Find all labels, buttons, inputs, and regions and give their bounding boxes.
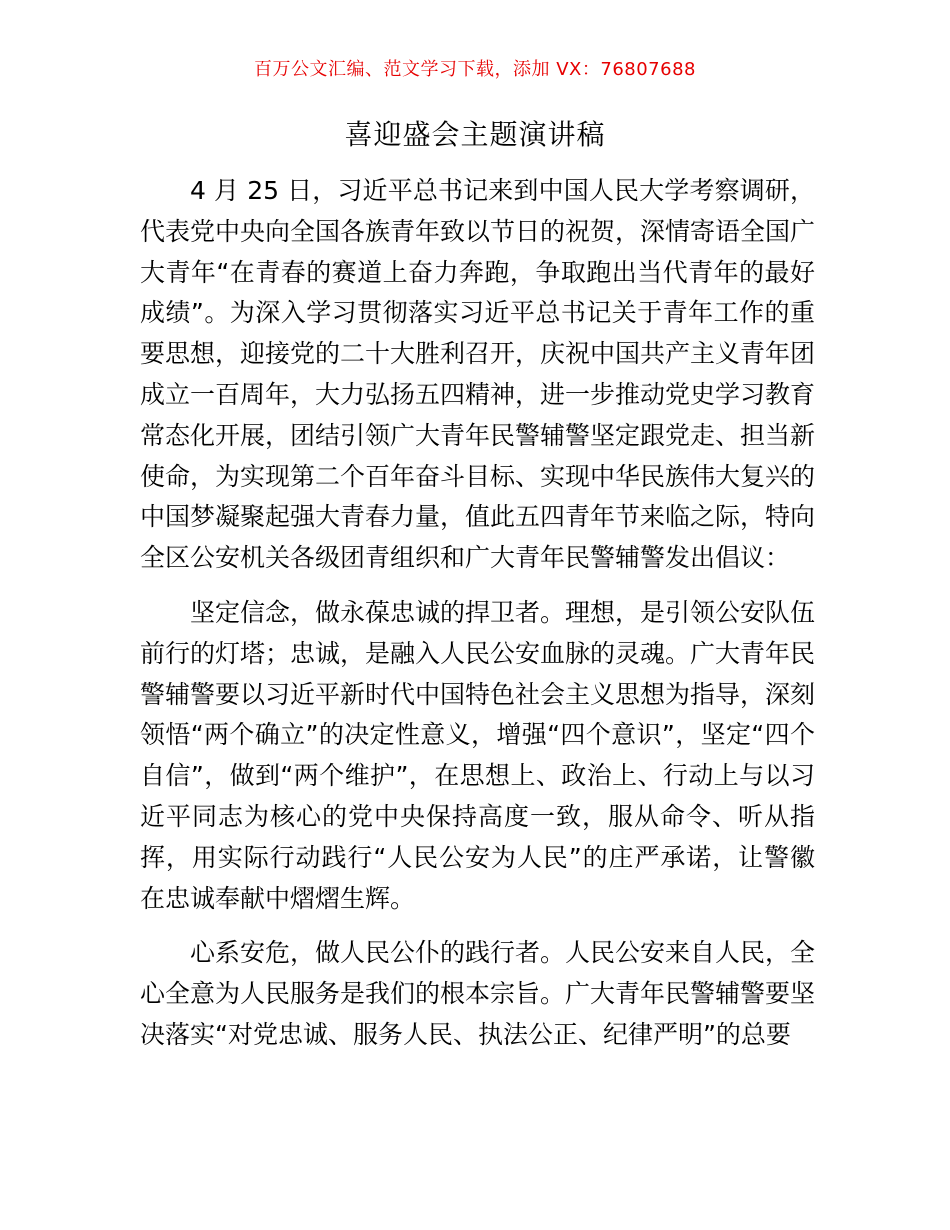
document-body [140,171,815,1056]
paragraph-intro: 4 月 25 日，习近平总书记来到中国人民大学考察调研，代表党中央向全国各族青年致以节日的祝贺，深情寄语全国广大青年“在青春的赛道上奋力奔跑，争取跑出当代青年的最好成绩”。为深入学习贯彻落实习近平总书记关于青年工作的重要思想，迎接党的二十大胜利召开，庆祝中国共产主义青年团成立一百周年，大力弘扬五四精神，进一步推动党史学习教育常态化开展，团结引领广大青年民警辅警坚定跟党走、担当新使命，为实现第二个百年奋斗目标、实现中华民族伟大复兴的中国梦凝聚起强大青春力量，值此五四青年节来临之际，特向全区公安机关各级团青组织和广大青年民警辅警发出倡议： [140,176,816,573]
header-note: 百万公文汇编、范文学习下载，添加 VX：76807688 [254,59,696,80]
page-title: 喜迎盛会主题演讲稿 [344,118,606,151]
paragraph-loyalty: 坚定信念，做永葆忠诚的捍卫者。理想，是引领公安队伍前行的灯塔；忠诚，是融入人民公安血脉的灵魂。广大青年民警辅警要以习近平新时代中国特色社会主义思想为指导，深刻领悟“两个确立”的决定性意义，增强“四个意识”，坚定“四个自信”，做到“两个维护”，在思想上、政治上、行动上与以习近平同志为核心的党中央保持高度一致，服从命令、听从指挥，用实际行动践行“人民公安为人民”的庄严承诺，让警徽在忠诚奉献中熠熠生辉。 [140,597,816,913]
paragraph-service: 心系安危，做人民公仆的践行者。人民公安来自人民，全心全意为人民服务是我们的根本宗旨。广大青年民警辅警要坚决落实“对党忠诚、服务人民、执法公正、纪律严明”的总要 [140,938,816,1049]
